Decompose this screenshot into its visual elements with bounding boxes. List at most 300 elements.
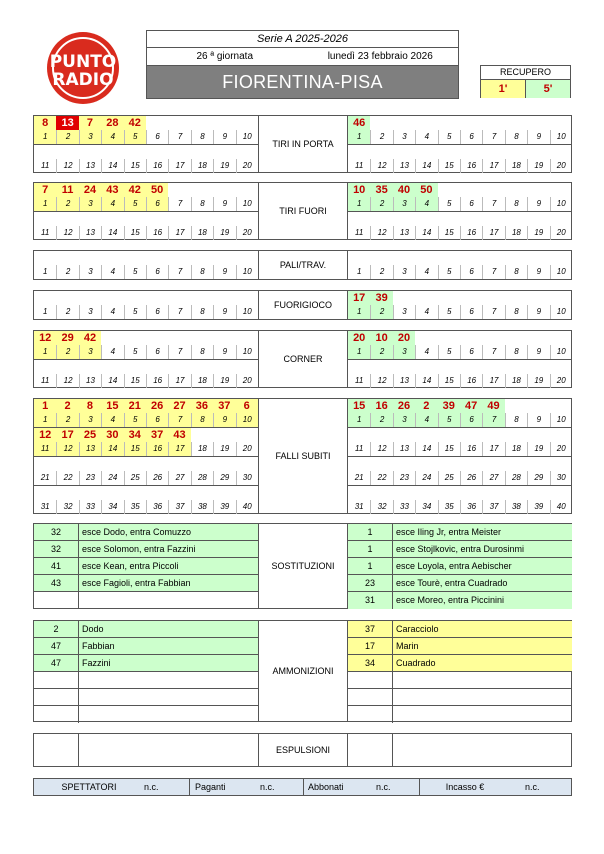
slot-number: 2 [370,413,392,427]
slot-number: 15 [124,226,146,240]
list-item [34,689,258,706]
slot-number: 13 [393,442,415,456]
slot-number: 12 [370,374,392,388]
empty-slot [505,331,527,345]
empty-slot [370,251,392,265]
empty-slot [482,486,504,500]
empty-slot [550,399,572,413]
section-sostituzioni [33,523,572,609]
empty-slot [550,251,572,265]
event-minute: 20 [348,331,370,345]
empty-slot [348,145,370,159]
list-item [34,592,258,609]
slot-number: 1 [34,413,56,427]
slot-number: 8 [505,413,527,427]
empty-slot [505,428,527,442]
empty-slot [79,360,101,374]
slot-number: 32 [370,500,392,514]
empty-slot [370,212,392,226]
empty-slot [101,251,123,265]
match-date: lunedì 23 febbraio 2026 [327,51,433,62]
empty-slot [236,291,258,305]
event-minute: 50 [146,183,168,197]
event-minute: 27 [168,399,190,413]
slot-number: 19 [527,442,549,456]
slot-number: 14 [415,226,437,240]
slot-number: 6 [146,345,168,359]
empty-slot [415,251,437,265]
slot-number: 14 [101,442,123,456]
empty-slot [191,116,213,130]
empty-slot [460,360,482,374]
slot-number: 20 [236,442,258,456]
slot-number: 2 [370,197,392,211]
empty-slot [101,145,123,159]
section-ammonizioni [33,620,572,722]
empty-slot [34,251,56,265]
empty-slot [460,212,482,226]
event-minute: 15 [348,399,370,413]
empty-slot [146,251,168,265]
slot-number: 6 [460,265,482,279]
slot-number: 35 [124,500,146,514]
empty-slot [146,116,168,130]
slot-number: 5 [438,130,460,144]
empty-slot [348,251,370,265]
slot-number: 29 [213,471,235,485]
empty-slot [124,212,146,226]
slot-number: 8 [191,413,213,427]
event-minute: 47 [460,399,482,413]
list-item [348,638,572,655]
slot-number: 18 [191,442,213,456]
slot-number: 15 [124,442,146,456]
empty-slot [460,251,482,265]
slot-number: 6 [146,197,168,211]
empty-slot [550,360,572,374]
footer-value: n.c. [525,782,540,792]
empty-slot [482,116,504,130]
recupero-second: 5' [526,80,570,98]
slot-number: 12 [56,159,78,173]
slot-number: 1 [348,197,370,211]
slot-number: 2 [370,345,392,359]
empty-slot [438,145,460,159]
empty-slot [56,251,78,265]
slot-number: 33 [393,500,415,514]
slot-number: 1 [348,305,370,319]
empty-slot [191,457,213,471]
slot-number: 1 [42,267,48,276]
footer-value: n.c. [376,782,391,792]
recupero-box [480,65,571,98]
slot-number: 26 [460,471,482,485]
slot-number: 29 [527,471,549,485]
slot-number: 16 [460,442,482,456]
event-minute: 6 [236,399,258,413]
empty-slot [482,212,504,226]
slot-number: 39 [527,500,549,514]
empty-slot [438,457,460,471]
slot-number: 15 [438,159,460,173]
empty-slot [168,145,190,159]
slot-number: 33 [79,500,101,514]
slot-number: 11 [41,376,50,385]
slot-number: 9 [213,413,235,427]
event-minute: 24 [79,183,101,197]
slot-number: 11 [355,444,364,453]
section-fuorigioco [33,290,572,320]
empty-slot [460,145,482,159]
slot-number: 2 [56,413,78,427]
event-minute: 2 [56,399,78,413]
event-text: esce Stojlkovic, entra Durosinmi [396,544,525,554]
slot-number: 15 [124,374,146,388]
footer-value: n.c. [144,782,159,792]
slot-number: 3 [393,265,415,279]
footer-label: SPETTATORI [61,782,117,792]
empty-slot [348,212,370,226]
section-falli [33,398,572,514]
empty-slot [146,212,168,226]
list-item [34,575,258,592]
slot-number: 4 [101,197,123,211]
empty-slot [236,486,258,500]
list-item [348,524,572,541]
slot-number: 13 [79,442,101,456]
slot-number: 12 [370,442,392,456]
slot-number: 7 [168,345,190,359]
empty-slot [146,331,168,345]
slot-number: 7 [482,305,504,319]
empty-slot [34,486,56,500]
empty-slot [505,291,527,305]
event-minute: 7 [79,116,101,130]
list-item [348,558,572,575]
match-header [146,30,459,99]
slot-number: 7 [482,265,504,279]
slot-number: 11 [355,161,364,170]
slot-number: 30 [236,471,258,485]
slot-number: 2 [56,130,78,144]
empty-slot [393,360,415,374]
empty-slot [56,457,78,471]
event-text: esce Moreo, entra Piccinini [396,595,505,605]
slot-number: 5 [438,345,460,359]
label-fuorigioco: FUORIGIOCO [258,291,348,319]
slot-number: 5 [438,265,460,279]
empty-slot [482,360,504,374]
event-text: esce Dodo, entra Comuzzo [82,527,192,537]
slot-number: 16 [146,442,168,456]
event-text: esce Loyola, entra Aebischer [396,561,512,571]
slot-number: 10 [550,413,572,427]
empty-slot [236,331,258,345]
slot-number: 19 [527,374,549,388]
slot-number: 1 [34,345,56,359]
slot-number: 23 [79,471,101,485]
event-minute: 13 [56,116,78,130]
empty-slot [348,457,370,471]
empty-slot [236,183,258,197]
event-minute: 47 [34,638,79,654]
empty-slot [393,212,415,226]
event-minute [34,592,79,609]
list-item [348,655,572,672]
slot-number: 25 [124,471,146,485]
slot-number: 7 [168,197,190,211]
slot-number: 2 [56,197,78,211]
slot-number: 4 [415,130,437,144]
logo-line1: PUNTO [49,52,117,72]
empty-slot [393,291,415,305]
label-ammonizioni: AMMONIZIONI [258,621,348,721]
slot-number: 19 [213,226,235,240]
event-minute: 50 [415,183,437,197]
empty-slot [146,291,168,305]
recupero-label: RECUPERO [481,66,570,80]
empty-slot [236,251,258,265]
event-minute [348,672,393,688]
empty-slot [505,212,527,226]
event-minute: 1 [348,541,393,557]
empty-slot [527,251,549,265]
empty-slot [56,145,78,159]
empty-slot [460,428,482,442]
empty-slot [527,212,549,226]
empty-slot [527,183,549,197]
empty-slot [168,212,190,226]
slot-number: 12 [370,226,392,240]
slot-number: 17 [168,159,190,173]
slot-number: 13 [79,374,101,388]
list-item [34,672,258,689]
list-item [348,592,572,609]
slot-number: 13 [79,226,101,240]
slot-number: 2 [370,130,392,144]
empty-slot [101,486,123,500]
empty-slot [168,251,190,265]
empty-slot [527,486,549,500]
empty-slot [348,486,370,500]
empty-slot [482,145,504,159]
slot-number: 19 [213,442,235,456]
slot-number: 13 [79,159,101,173]
slot-number: 4 [101,130,123,144]
empty-slot [56,212,78,226]
slot-number: 7 [168,413,190,427]
slot-number: 32 [56,500,78,514]
slot-number: 9 [213,265,235,279]
empty-slot [415,212,437,226]
slot-number: 5 [124,265,146,279]
empty-slot [438,212,460,226]
event-minute: 2 [415,399,437,413]
slot-number: 17 [168,442,190,456]
empty-slot [527,145,549,159]
slot-number: 17 [168,374,190,388]
slot-number: 16 [146,374,168,388]
slot-number: 9 [527,413,549,427]
slot-number: 31 [354,502,364,511]
slot-number: 15 [438,442,460,456]
event-minute: 28 [101,116,123,130]
event-minute: 36 [191,399,213,413]
slot-number: 4 [101,265,123,279]
empty-slot [146,360,168,374]
slot-number: 7 [482,197,504,211]
event-minute: 43 [34,575,79,591]
event-minute: 47 [34,655,79,671]
empty-slot [168,183,190,197]
slot-number: 28 [505,471,527,485]
event-minute: 39 [438,399,460,413]
slot-number: 7 [168,265,190,279]
slot-number: 13 [393,226,415,240]
label-espulsioni: ESPULSIONI [258,734,348,766]
logo-line2: RADIO [52,70,114,90]
empty-slot [482,428,504,442]
empty-slot [124,486,146,500]
slot-number: 27 [482,471,504,485]
empty-slot [460,116,482,130]
empty-slot [438,486,460,500]
empty-slot [370,457,392,471]
slot-number: 24 [415,471,437,485]
slot-number: 28 [191,471,213,485]
slot-number: 6 [146,130,168,144]
empty-slot [213,212,235,226]
event-text [79,672,258,688]
empty-slot [415,457,437,471]
empty-slot [438,360,460,374]
slot-number: 9 [213,130,235,144]
event-text [79,706,258,723]
event-minute: 43 [168,428,190,442]
list-item [348,672,572,689]
empty-slot [550,428,572,442]
event-minute: 17 [348,638,393,654]
empty-slot [124,331,146,345]
slot-number: 17 [482,226,504,240]
empty-slot [415,291,437,305]
slot-number: 17 [168,226,190,240]
slot-number: 12 [56,374,78,388]
slot-number: 10 [550,130,572,144]
empty-slot [34,360,56,374]
slot-number: 10 [236,197,258,211]
label-pali: PALI/TRAV. [258,251,348,279]
empty-slot [34,457,56,471]
empty-slot [370,486,392,500]
slot-number: 9 [527,197,549,211]
slot-number: 10 [550,265,572,279]
label-falli: FALLI SUBITI [258,399,348,513]
event-minute: 12 [34,331,56,345]
slot-number: 15 [438,226,460,240]
slot-number: 2 [56,305,78,319]
footer-label: Incasso € [445,782,485,792]
empty-slot [168,360,190,374]
slot-number: 6 [146,413,168,427]
slot-number: 3 [79,305,101,319]
empty-slot [505,251,527,265]
empty-slot [79,145,101,159]
slot-number: 18 [505,442,527,456]
slot-number: 7 [168,130,190,144]
slot-number: 12 [56,226,78,240]
slot-number: 11 [41,228,50,237]
slot-number: 4 [101,305,123,319]
slot-number: 4 [101,413,123,427]
empty-slot [482,183,504,197]
empty-slot [124,360,146,374]
empty-slot [505,399,527,413]
slot-number: 18 [505,374,527,388]
event-minute [34,672,79,688]
slot-number: 14 [101,374,123,388]
slot-number: 20 [550,374,572,388]
empty-slot [438,251,460,265]
slot-number: 16 [146,159,168,173]
empty-slot [527,399,549,413]
slot-number: 7 [482,345,504,359]
slot-number: 4 [415,265,437,279]
event-minute: 2 [34,621,79,637]
slot-number: 3 [79,130,101,144]
empty-slot [191,331,213,345]
slot-number: 2 [56,345,78,359]
slot-number: 16 [460,226,482,240]
slot-number: 39 [213,500,235,514]
empty-slot [168,486,190,500]
slot-number: 40 [550,500,572,514]
slot-number: 7 [482,130,504,144]
empty-slot [438,116,460,130]
event-minute: 40 [393,183,415,197]
empty-slot [236,428,258,442]
slot-number: 8 [505,265,527,279]
empty-slot [56,360,78,374]
event-text [393,672,572,688]
empty-slot [213,251,235,265]
empty-slot [34,291,56,305]
slot-number: 9 [213,305,235,319]
event-minute: 10 [348,183,370,197]
empty-slot [79,457,101,471]
section-corner [33,330,572,388]
list-item [348,541,572,558]
event-text: Cuadrado [396,658,436,668]
slot-number: 19 [213,374,235,388]
attendance-footer [33,778,572,796]
slot-number: 19 [213,159,235,173]
empty-slot [213,183,235,197]
slot-number: 1 [348,345,370,359]
empty-slot [191,360,213,374]
empty-slot [236,145,258,159]
slot-number: 16 [146,226,168,240]
slot-number: 10 [550,305,572,319]
section-pali [33,250,572,280]
empty-slot [79,291,101,305]
empty-slot [550,457,572,471]
empty-slot [438,291,460,305]
slot-number: 2 [56,265,78,279]
event-minute: 1 [348,524,393,540]
slot-number: 5 [124,413,146,427]
event-minute: 34 [348,655,393,671]
